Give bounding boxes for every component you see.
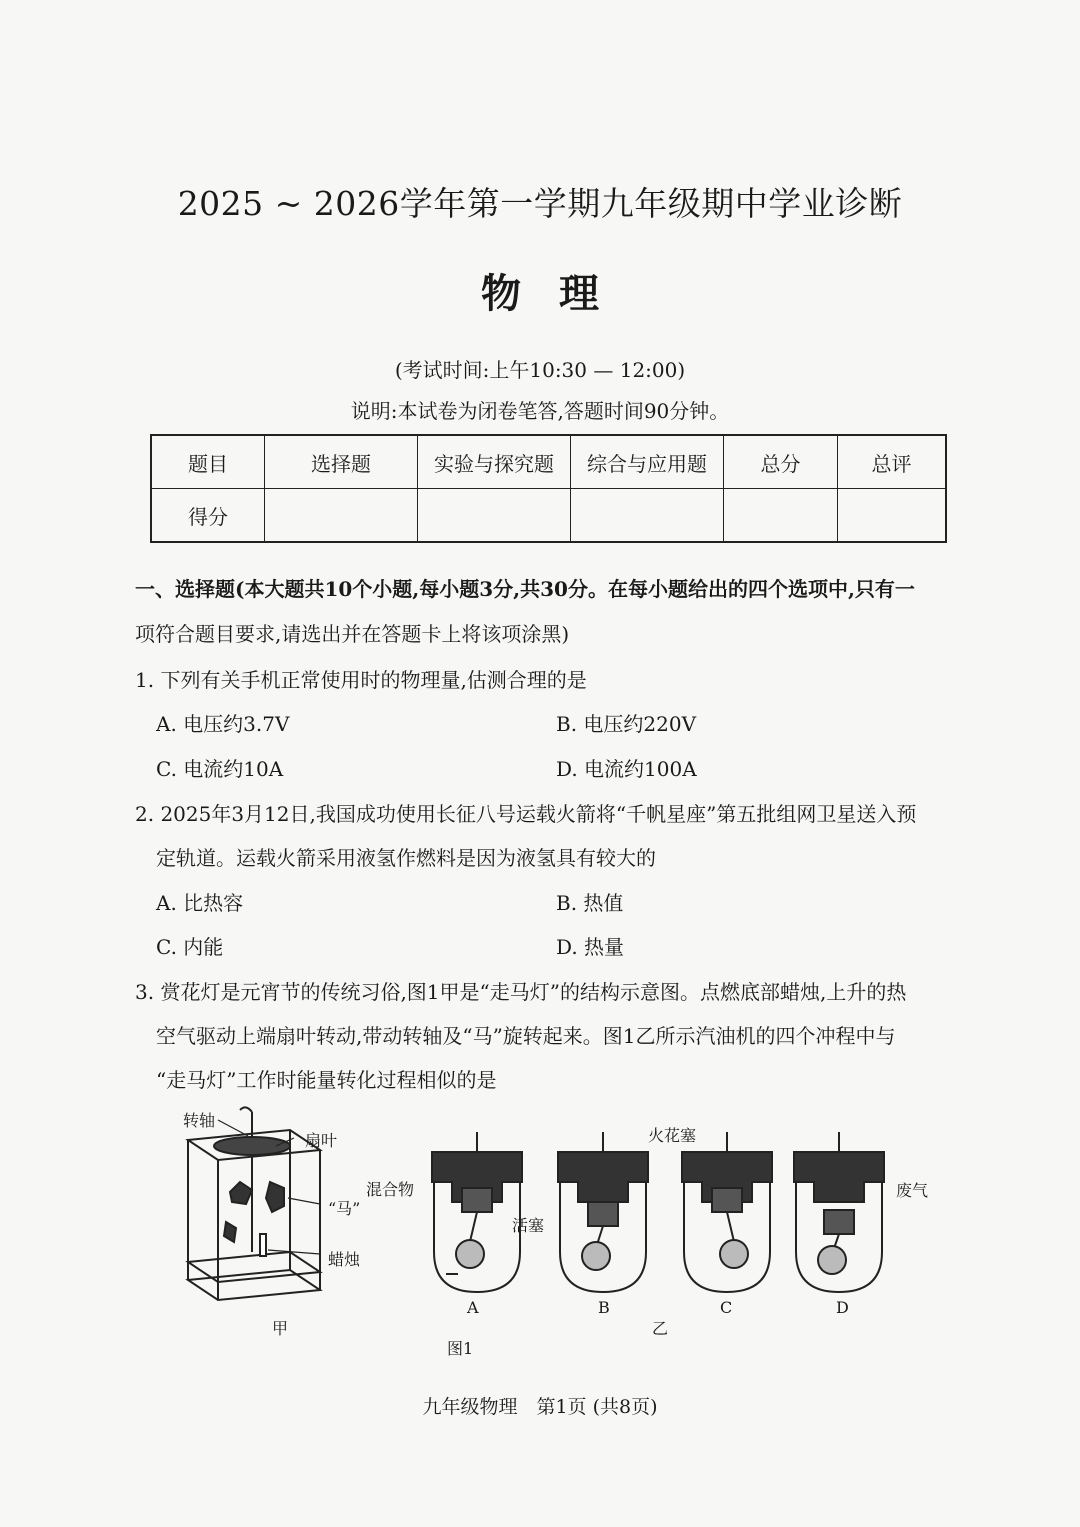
label-mixture: 混合物 — [366, 1180, 415, 1199]
panel-label-a: A — [467, 1298, 479, 1317]
label-spark-plug: 火花塞 — [648, 1126, 697, 1145]
score-header-cell: 题目 — [151, 435, 265, 489]
question-2-stem-line1: 2. 2025年3月12日,我国成功使用长征八号运载火箭将“千帆星座”第五批组网卫星送入预 — [135, 802, 917, 826]
engine-b-drawing — [558, 1132, 648, 1292]
question-2-stem-line2: 定轨道。运载火箭采用液氢作燃料是因为液氢具有较大的 — [156, 846, 656, 870]
question-3-stem-line3: “走马灯”工作时能量转化过程相似的是 — [156, 1068, 497, 1092]
question-1-stem: 1. 下列有关手机正常使用时的物理量,估测合理的是 — [135, 668, 587, 692]
figure-caption: 图1 — [447, 1339, 474, 1358]
question-3-stem-line2: 空气驱动上端扇叶转动,带动转轴及“马”旋转起来。图1乙所示汽油机的四个冲程中与 — [156, 1024, 896, 1048]
section-intro-line1: 一、选择题(本大题共10个小题,每小题3分,共30分。在每小题给出的四个选项中,只有一 — [135, 577, 915, 601]
engine-a-drawing — [432, 1132, 522, 1292]
q2-option-b[interactable]: B. 热值 — [556, 891, 624, 915]
score-table-header-row — [151, 435, 946, 489]
q2-option-c[interactable]: C. 内能 — [156, 935, 224, 959]
score-header-cell: 总分 — [724, 435, 838, 489]
score-header-cell: 总评 — [838, 435, 947, 489]
section-intro-line2: 项符合题目要求,请选出并在答题卡上将该项涂黑) — [135, 622, 570, 646]
q2-option-a[interactable]: A. 比热容 — [156, 891, 244, 915]
score-header-cell: 实验与探究题 — [418, 435, 571, 489]
leader-line — [218, 1120, 248, 1136]
question-3-stem-line1: 3. 赏花灯是元宵节的传统习俗,图1甲是“走马灯”的结构示意图。点燃底部蜡烛,上升的热 — [135, 980, 907, 1004]
lantern-illustration — [188, 1107, 320, 1300]
q1-option-c[interactable]: C. 电流约10A — [156, 757, 284, 781]
panel-label-c: C — [720, 1298, 733, 1317]
engine-d-illustration — [790, 1120, 890, 1300]
q1-option-a[interactable]: A. 电压约3.7V — [156, 712, 290, 736]
caption-yi: 乙 — [652, 1319, 669, 1338]
figure-1-illustration — [170, 1102, 810, 1322]
panel-label-d: D — [836, 1298, 849, 1317]
score-header-cell: 选择题 — [265, 435, 418, 489]
q1-option-d[interactable]: D. 电流约100A — [556, 757, 697, 781]
panel-label-b: B — [598, 1298, 610, 1317]
subject-title: 物理 — [481, 270, 637, 317]
score-table — [150, 434, 947, 543]
exam-note: 说明:本试卷为闭卷笔答,答题时间90分钟。 — [350, 399, 730, 423]
exam-title: 2025 ~ 2026学年第一学期九年级期中学业诊断 — [177, 184, 903, 223]
q2-option-d[interactable]: D. 热量 — [556, 935, 625, 959]
score-cell[interactable] — [265, 489, 418, 543]
score-row-label: 得分 — [151, 489, 265, 543]
page-footer: 九年级物理 第1页 (共8页) — [422, 1396, 658, 1418]
label-candle: 蜡烛 — [328, 1250, 361, 1269]
exam-time: (考试时间:上午10:30 — 12:00) — [394, 358, 686, 382]
label-horse: “马” — [328, 1199, 361, 1218]
label-piston: 活塞 — [512, 1216, 545, 1235]
label-axis: 转轴 — [183, 1111, 216, 1130]
label-exhaust: 废气 — [896, 1181, 929, 1200]
engine-c-drawing — [682, 1132, 772, 1292]
q1-option-b[interactable]: B. 电压约220V — [556, 712, 697, 736]
score-cell[interactable] — [838, 489, 947, 543]
score-cell[interactable] — [418, 489, 571, 543]
score-table-score-row — [151, 489, 946, 543]
score-cell[interactable] — [724, 489, 838, 543]
score-cell[interactable] — [571, 489, 724, 543]
caption-jia: 甲 — [272, 1319, 289, 1338]
score-header-cell: 综合与应用题 — [571, 435, 724, 489]
label-fan: 扇叶 — [305, 1131, 338, 1150]
leader-line — [288, 1198, 320, 1204]
